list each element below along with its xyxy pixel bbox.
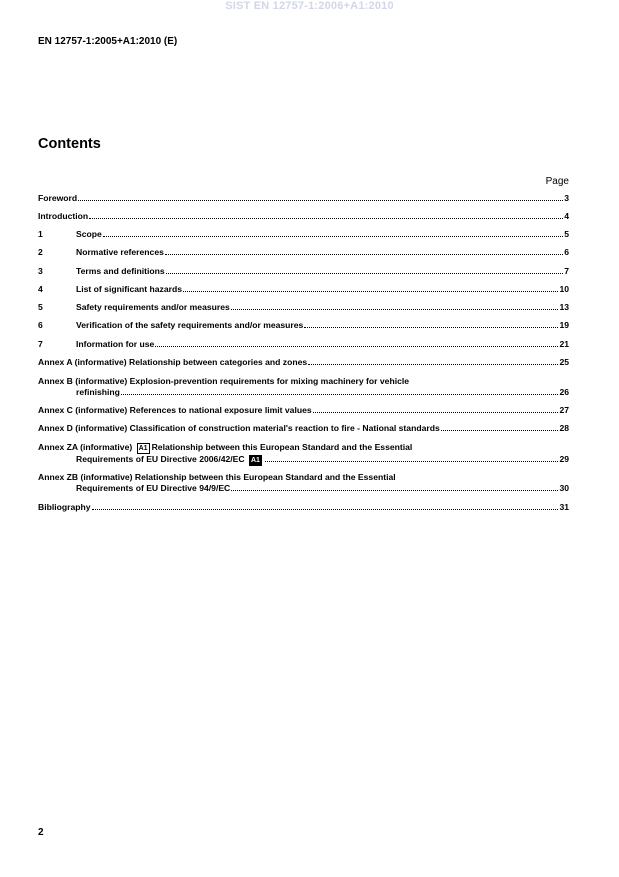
toc-entry-title-continued: Requirements of EU Directive 94/9/EC — [76, 483, 231, 493]
toc-entry-page: 26 — [559, 387, 569, 397]
toc-entry-title: Safety requirements and/or measures — [76, 302, 230, 312]
amendment-start-marker-icon: A1 — [138, 445, 148, 452]
toc-entry-bibliography[interactable] — [38, 502, 569, 513]
toc-entry-page: 5 — [564, 229, 569, 239]
toc-entry-annex-zb[interactable] — [38, 472, 569, 494]
toc-entry-title: Information for use — [76, 339, 155, 349]
toc-entry-introduction[interactable] — [38, 211, 569, 222]
toc-entry-title-prefix: Annex ZA (informative) — [38, 442, 133, 452]
page-column-header: Page — [545, 176, 569, 187]
toc-entry-page: 19 — [559, 320, 569, 330]
toc-entry-page: 4 — [564, 211, 569, 221]
toc-entry-annex-a[interactable] — [38, 357, 569, 368]
toc-entry-hazards[interactable] — [38, 284, 569, 295]
toc-entry-number: 1 — [38, 229, 43, 239]
toc-entry-foreword[interactable] — [38, 193, 569, 204]
toc-entry-title: Normative references — [76, 247, 164, 257]
toc-entry-page: 13 — [559, 302, 569, 312]
toc-entry-page: 28 — [559, 423, 569, 433]
toc-entry-title: Introduction — [38, 211, 89, 221]
watermark: SIST EN 12757-1:2006+A1:2010 — [225, 0, 394, 12]
toc-entry-title: Annex ZB (informative) Relationship between this European Standard and the Essential — [38, 472, 396, 482]
toc-entry-title: Annex D (informative) Classification of construction material's reaction to fire - National standards — [38, 423, 440, 433]
toc-entry-page: 21 — [559, 339, 569, 349]
contents-title: Contents — [38, 136, 101, 152]
toc-entry-number: 6 — [38, 320, 43, 330]
toc-entry-title: Foreword — [38, 193, 78, 203]
page-number: 2 — [38, 827, 44, 838]
toc-entry-annex-za[interactable] — [38, 442, 569, 466]
toc-entry-title: Annex A (informative) Relationship between categories and zones — [38, 357, 308, 367]
toc-entry-number: 3 — [38, 266, 43, 276]
toc-entry-number: 7 — [38, 339, 43, 349]
document-identifier: EN 12757-1:2005+A1:2010 (E) — [38, 36, 178, 47]
toc-entry-page: 27 — [559, 405, 569, 415]
toc-entry-annex-b[interactable] — [38, 376, 569, 398]
toc-entry-page: 29 — [559, 454, 569, 464]
toc-entry-title: Terms and definitions — [76, 266, 165, 276]
toc-entry-title-continued: Requirements of EU Directive 2006/42/EC — [76, 454, 245, 464]
toc-entry-page: 3 — [564, 193, 569, 203]
amendment-end-marker-icon: A1 — [251, 457, 260, 464]
toc-entry-safety-requirements[interactable] — [38, 302, 569, 313]
toc-entry-number: 2 — [38, 247, 43, 257]
toc-entry-annex-d[interactable] — [38, 423, 569, 434]
toc-entry-title: Annex B (informative) Explosion-prevention requirements for mixing machinery for vehicle — [38, 376, 410, 386]
toc-entry-number: 4 — [38, 284, 43, 294]
toc-entry-page: 30 — [559, 483, 569, 493]
toc-entry-title: Verification of the safety requirements and/or measures — [76, 320, 304, 330]
toc-entry-number: 5 — [38, 302, 43, 312]
toc-entry-normative-references[interactable] — [38, 247, 569, 258]
toc-entry-title: List of significant hazards — [76, 284, 183, 294]
toc-entry-page: 6 — [564, 247, 569, 257]
toc-entry-page: 25 — [559, 357, 569, 367]
toc-entry-title: Scope — [76, 229, 102, 239]
toc-entry-page: 31 — [559, 502, 569, 512]
toc-entry-terms-definitions[interactable] — [38, 266, 569, 277]
toc-entry-page: 7 — [564, 266, 569, 276]
toc-entry-page: 10 — [559, 284, 569, 294]
toc-entry-title-continued: refinishing — [76, 387, 120, 397]
toc-entry-title: Annex C (informative) References to national exposure limit values — [38, 405, 312, 415]
toc-entry-information-for-use[interactable] — [38, 339, 569, 350]
toc-entry-title: Bibliography — [38, 502, 91, 512]
toc-entry-scope[interactable] — [38, 229, 569, 240]
toc-entry-annex-c[interactable] — [38, 405, 569, 416]
toc-entry-title: Relationship between this European Standard and the Essential — [151, 442, 413, 452]
toc-entry-verification[interactable] — [38, 320, 569, 331]
